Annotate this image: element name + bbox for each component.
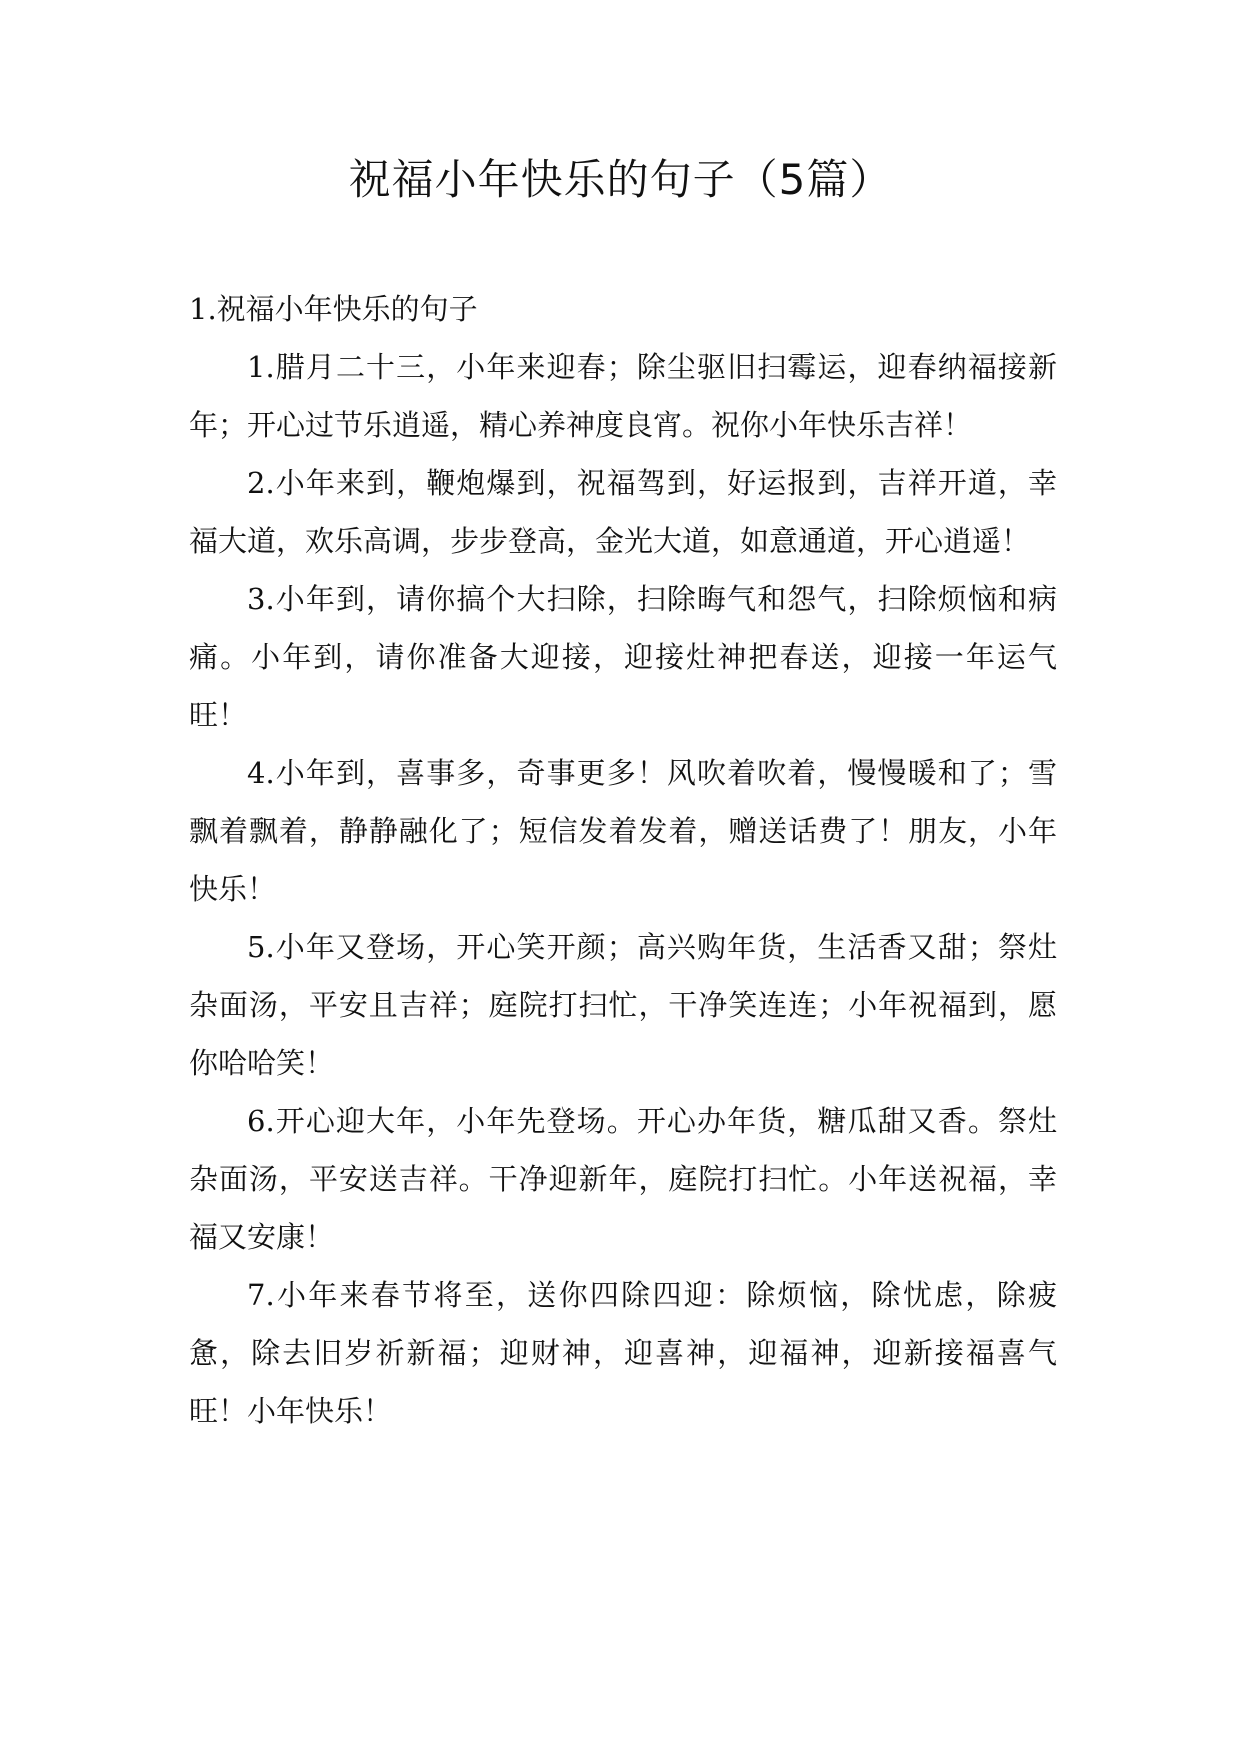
- paragraph-2: 2.小年来到，鞭炮爆到，祝福驾到，好运报到，吉祥开道，幸福大道，欢乐高调，步步登高，金光大道，如意通道，开心逍遥！: [189, 466, 1057, 558]
- paragraph-4: 4.小年到，喜事多，奇事更多！风吹着吹着，慢慢暖和了；雪飘着飘着，静静融化了；短信发着发着，赠送话费了！朋友，小年快乐！: [189, 756, 1057, 906]
- document-title: 祝福小年快乐的句子（5篇）: [348, 155, 893, 204]
- document-body: [189, 280, 1057, 1440]
- section-heading: 1.祝福小年快乐的句子: [189, 292, 478, 326]
- paragraph-6: 6.开心迎大年，小年先登场。开心办年货，糖瓜甜又香。祭灶杂面汤，平安送吉祥。干净迎新年，庭院打扫忙。小年送祝福，幸福又安康！: [189, 1104, 1057, 1254]
- paragraph-7: 7.小年来春节将至，送你四除四迎：除烦恼，除忧虑，除疲惫，除去旧岁祈新福；迎财神，迎喜神，迎福神，迎新接福喜气旺！小年快乐！: [189, 1278, 1057, 1428]
- paragraph-1: 1.腊月二十三，小年来迎春；除尘驱旧扫霉运，迎春纳福接新年；开心过节乐逍遥，精心养神度良宵。祝你小年快乐吉祥！: [189, 350, 1057, 442]
- paragraph-5: 5.小年又登场，开心笑开颜；高兴购年货，生活香又甜；祭灶杂面汤，平安且吉祥；庭院打扫忙，干净笑连连；小年祝福到，愿你哈哈笑！: [189, 930, 1057, 1080]
- paragraph-3: 3.小年到，请你搞个大扫除，扫除晦气和怨气，扫除烦恼和病痛。小年到，请你准备大迎接，迎接灶神把春送，迎接一年运气旺！: [189, 582, 1057, 732]
